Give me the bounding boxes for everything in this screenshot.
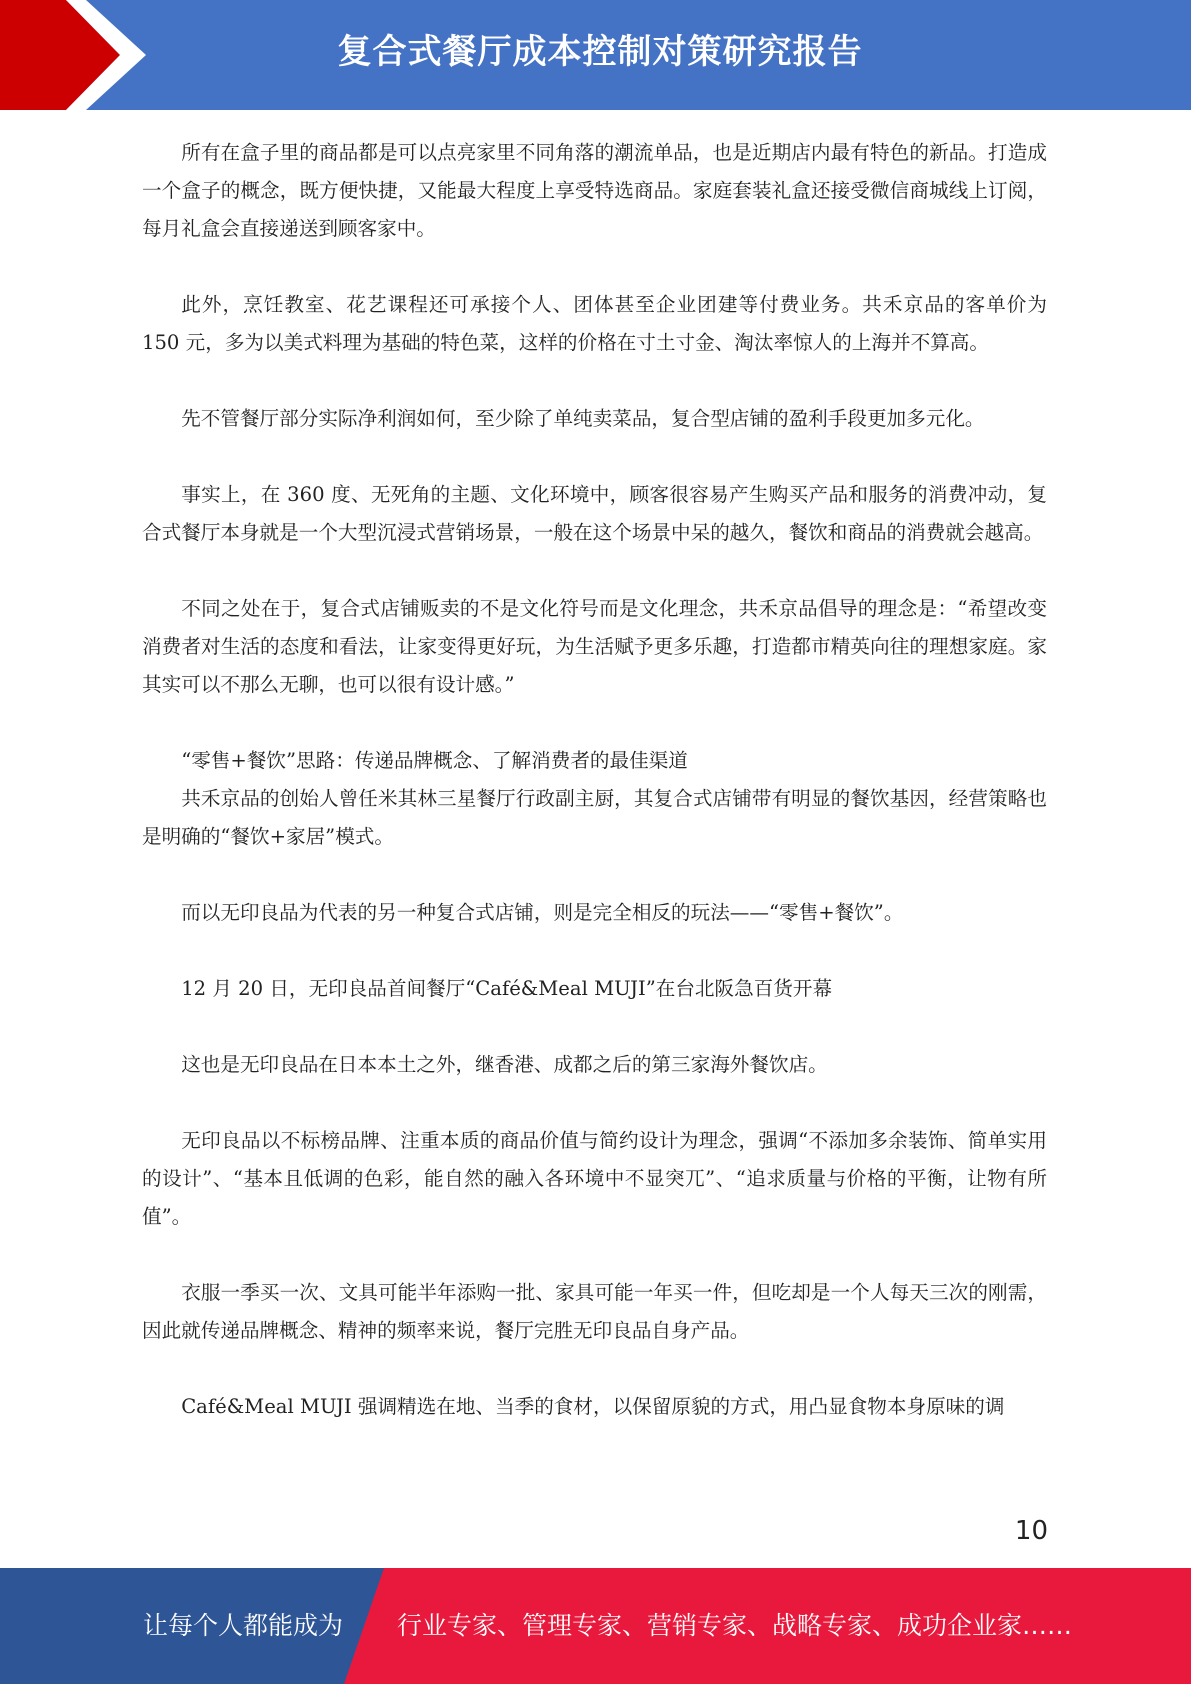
- paragraph-9: 这也是无印良品在日本本土之外，继香港、成都之后的第三家海外餐饮店。: [181, 1053, 828, 1076]
- paragraph-3: 先不管餐厅部分实际净利润如何，至少除了单纯卖菜品，复合型店铺的盈利手段更加多元化。: [181, 407, 985, 430]
- paragraph-4: 事实上，在 360 度、无死角的主题、文化环境中，顾客很容易产生购买产品和服务的消费冲动，复合式餐厅本身就是一个大型沉浸式营销场景，一般在这个场景中呆的越久，餐饮和商品的消费就会越高。: [142, 483, 1047, 544]
- paragraph-12: Café&Meal MUJI 强调精选在地、当季的食材，以保留原貌的方式，用凸显食物本身原味的调: [181, 1395, 1005, 1418]
- header-banner: [0, 0, 1191, 110]
- paragraph-2: 此外，烹饪教室、花艺课程还可承接个人、团体甚至企业团建等付费业务。共禾京品的客单价为 150 元，多为以美式料理为基础的特色菜，这样的价格在寸土寸金、淘汰率惊人的上海并不算高。: [142, 293, 1054, 354]
- section-heading: “零售+餐饮”思路：传递品牌概念、了解消费者的最佳渠道: [181, 749, 688, 772]
- page-number: 10: [1014, 1516, 1048, 1546]
- paragraph-6: 共禾京品的创始人曾任米其林三星餐厅行政副主厨，其复合式店铺带有明显的餐饮基因，经营策略也是明确的“餐饮+家居”模式。: [142, 787, 1047, 848]
- header-arrow-decoration: [0, 0, 160, 110]
- footer-banner: [0, 1568, 1191, 1684]
- paragraph-5: 不同之处在于，复合式店铺贩卖的不是文化符号而是文化理念，共禾京品倡导的理念是：“希望改变消费者对生活的态度和看法，让家变得更好玩，为生活赋予更多乐趣，打造都市精英向往的理想家庭。家其实可以不那么无聊，也可以很有设计感。”: [142, 597, 1047, 696]
- footer-slogan-right: 行业专家、管理专家、营销专家、战略专家、成功企业家……: [397, 1611, 1073, 1640]
- paragraph-11: 衣服一季买一次、文具可能半年添购一批、家具可能一年买一件，但吃却是一个人每天三次的刚需，因此就传递品牌概念、精神的频率来说，餐厅完胜无印良品自身产品。: [142, 1281, 1047, 1342]
- paragraph-8: 12 月 20 日，无印良品首间餐厅“Café&Meal MUJI”在台北阪急百货开幕: [181, 977, 833, 1000]
- paragraph-1: 所有在盒子里的商品都是可以点亮家里不同角落的潮流单品，也是近期店内最有特色的新品。打造成一个盒子的概念，既方便快捷，又能最大程度上享受特选商品。家庭套装礼盒还接受微信商城线上订阅，每月礼盒会直接递送到顾客家中。: [142, 141, 1047, 240]
- paragraph-10: 无印良品以不标榜品牌、注重本质的商品价值与简约设计为理念，强调“不添加多余装饰、简单实用的设计”、“基本且低调的色彩，能自然的融入各环境中不显突兀”、“追求质量与价格的平衡，让物有所值”。: [142, 1129, 1047, 1228]
- footer-slogan-left: 让每个人都能成为: [143, 1611, 344, 1640]
- report-title: 复合式餐厅成本控制对策研究报告: [337, 32, 863, 72]
- paragraph-7: 而以无印良品为代表的另一种复合式店铺，则是完全相反的玩法——“零售+餐饮”。: [181, 901, 904, 924]
- article-body: [142, 134, 1054, 1464]
